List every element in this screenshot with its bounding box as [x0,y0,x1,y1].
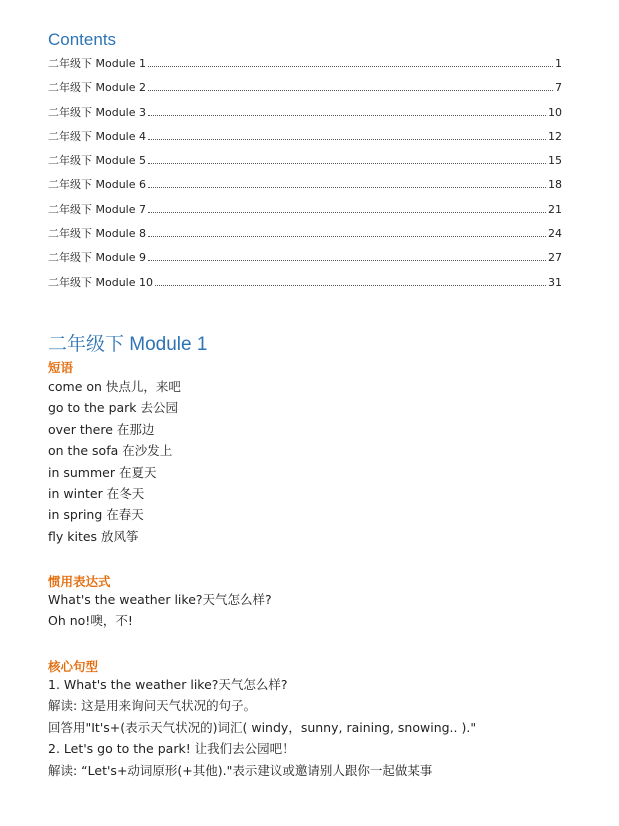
phrase-item: on the sofa 在沙发上 [48,443,173,459]
toc-leader-dots [148,236,546,237]
toc-entry-label: 二年级下 Module 6 [48,178,146,192]
sentence-item: 1. What's the weather like?天气怎么样? [48,677,288,692]
toc-entry-page: 24 [548,227,562,241]
toc-leader-dots [148,115,546,116]
phrase-item: in spring 在春天 [48,507,144,523]
toc-leader-dots [155,285,546,286]
toc-entry[interactable] [48,55,562,79]
toc-entry-label: 二年级下 Module 10 [48,275,153,289]
toc-entry-page: 31 [548,275,562,289]
toc-entry-page: 12 [548,129,562,143]
phrase-item: over there 在那边 [48,421,155,437]
sentences-list [48,674,476,781]
toc-entry-label: 二年级下 Module 8 [48,227,146,241]
toc-entry[interactable] [48,152,562,176]
phrases-list [48,376,181,547]
toc-entry-page: 27 [548,251,562,265]
phrases-heading: 短语 [48,360,74,375]
phrase-item: come on 快点儿，来吧 [48,379,181,394]
toc-entry-label: 二年级下 Module 7 [48,202,146,216]
expression-item: Oh no!噢，不! [48,613,133,629]
toc-entry-page: 10 [548,105,562,119]
toc-entry-label: 二年级下 Module 5 [48,154,146,168]
expression-item: What's the weather like?天气怎么样? [48,592,272,607]
toc-entry[interactable] [48,274,562,298]
phrase-item: in summer 在夏天 [48,464,157,480]
toc-leader-dots [148,139,546,140]
toc-entry[interactable] [48,225,562,249]
sentences-heading: 核心句型 [48,659,99,674]
toc-leader-dots [148,163,546,164]
phrase-item: go to the park 去公园 [48,400,179,416]
toc-entry-label: 二年级下 Module 4 [48,129,146,143]
toc-leader-dots [148,212,546,213]
sentence-item: 解读: 这是用来询问天气状况的句子。 [48,698,257,714]
toc-entry[interactable] [48,104,562,128]
toc-entry-page: 18 [548,178,562,192]
toc-entry-label: 二年级下 Module 2 [48,81,146,95]
toc-entry-page: 7 [555,81,562,95]
toc-entry-page: 21 [548,202,562,216]
toc-entry[interactable] [48,128,562,152]
phrase-item: in winter 在冬天 [48,485,145,501]
toc-title: Contents [48,30,117,49]
sentence-item: 解读: “Let's+动词原形(+其他)."表示建议或邀请别人跟你一起做某事 [48,762,433,778]
toc-entry-page: 15 [548,154,562,168]
toc-entry[interactable] [48,176,562,200]
expressions-heading: 惯用表达式 [48,574,111,589]
toc-leader-dots [148,66,553,67]
toc-entry-label: 二年级下 Module 9 [48,251,146,265]
module-heading: 二年级下 Module 1 [48,334,208,355]
expressions-list [48,589,272,632]
toc-entry-label: 二年级下 Module 3 [48,105,146,119]
sentence-item: 2. Let's go to the park! 让我们去公园吧！ [48,741,295,757]
toc-leader-dots [148,90,553,91]
toc-entry-label: 二年级下 Module 1 [48,57,146,70]
sentence-item: 回答用"It's+(表示天气状况的)词汇( windy，sunny, raining, snowing.. )." [48,719,477,735]
toc-entry-page: 1 [555,57,562,70]
phrase-item: fly kites 放风筝 [48,528,139,544]
toc-entry[interactable] [48,79,562,103]
toc-entry[interactable] [48,249,562,273]
toc-entry[interactable] [48,201,562,225]
toc-leader-dots [148,260,546,261]
table-of-contents [48,55,562,298]
toc-leader-dots [148,187,546,188]
